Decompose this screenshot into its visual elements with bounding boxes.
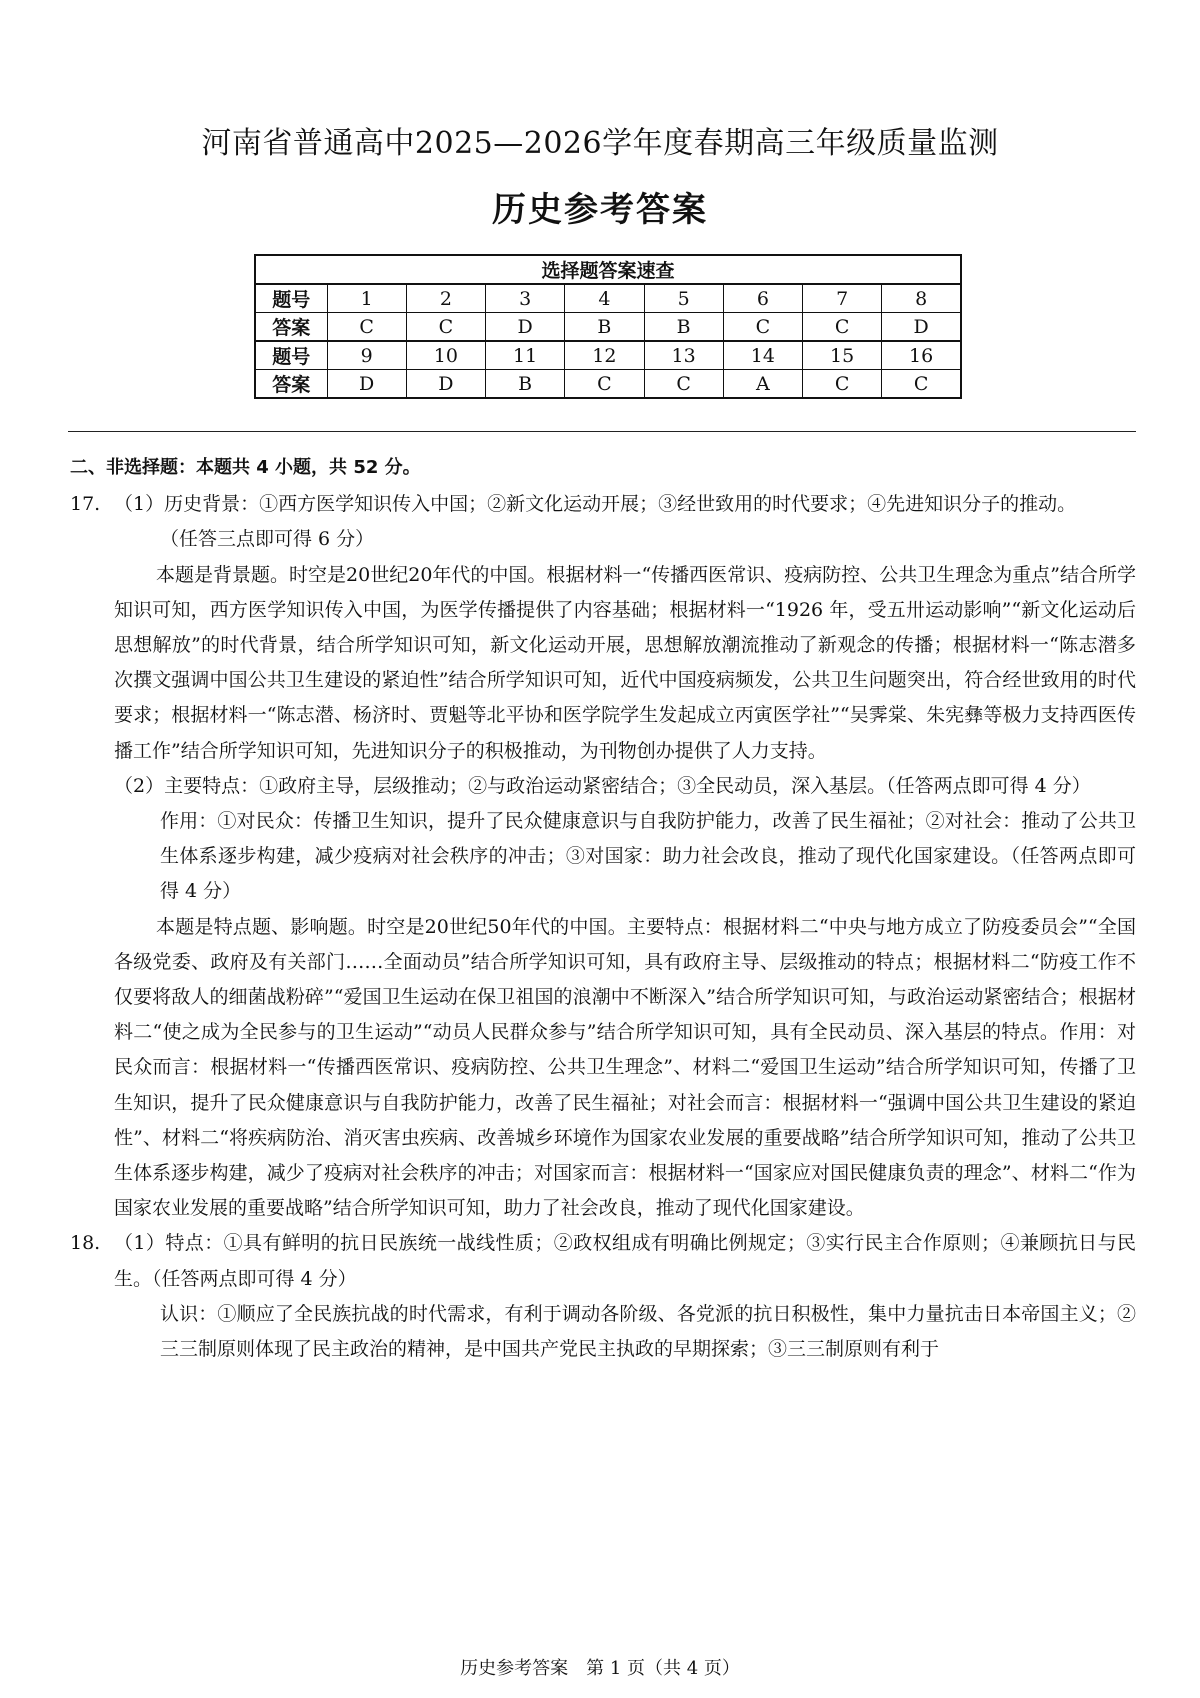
question-number: 10 (406, 341, 485, 370)
answer-cell: C (327, 313, 406, 342)
answer-cell: C (803, 370, 882, 399)
answer-cell: B (644, 313, 723, 342)
question-number-row (255, 341, 961, 370)
section-divider (68, 431, 1136, 432)
answer-cell: A (723, 370, 802, 399)
answer-cell: C (723, 313, 802, 342)
question-number: 5 (644, 284, 723, 313)
answer-cell: C (882, 370, 961, 399)
section-heading: 二、非选择题：本题共 4 小题，共 52 分。 (70, 457, 421, 478)
q17-part2-effect: 作用：①对民众：传播卫生知识，提升了民众健康意识与自我防护能力，改善了民生福祉；②对社会：推动了公共卫生体系逐步构建，减少疫病对社会秩序的冲击；③对国家：助力社会改良，推动了现代化国家建设。（任答两点即可得 4 分） (160, 810, 1136, 903)
answer-quick-table (254, 254, 962, 399)
question-number: 7 (803, 284, 882, 313)
q18-part1-view: 认识：①顺应了全民族抗战的时代需求，有利于调动各阶级、各党派的抗日积极性，集中力量抗击日本帝国主义；②三三制原则体现了民主政治的精神，是中国共产党民主执政的早期探索；③三三制原则有利于 (160, 1302, 1136, 1361)
answers-content (70, 444, 1136, 1367)
answer-cell: C (565, 370, 644, 399)
q17-part2-answer: （2）主要特点：①政府主导，层级推动；②与政治运动紧密结合；③全民动员，深入基层。（任答两点即可得 4 分） (114, 774, 1091, 797)
answer-cell: D (327, 370, 406, 399)
question-number: 8 (882, 284, 961, 313)
question-number: 14 (723, 341, 802, 370)
page-footer: 历史参考答案 第 1 页（共 4 页） (460, 1658, 740, 1679)
answer-row (255, 370, 961, 399)
answer-cell: B (486, 370, 565, 399)
answer-cell: C (803, 313, 882, 342)
question-number-17: 17. (70, 493, 101, 516)
question-number: 6 (723, 284, 802, 313)
question-number: 9 (327, 341, 406, 370)
q18-part1-answer: （1）特点：①具有鲜明的抗日民族统一战线性质；②政权组成有明确比例规定；③实行民主合作原则；④兼顾抗日与民生。（任答两点即可得 4 分） (114, 1232, 1136, 1290)
answer-cell: C (644, 370, 723, 399)
question-number: 15 (803, 341, 882, 370)
document-subtitle: 历史参考答案 (492, 190, 708, 230)
question-17 (70, 487, 1136, 1226)
question-number: 4 (565, 284, 644, 313)
question-number-row (255, 284, 961, 313)
question-number: 16 (882, 341, 961, 370)
question-number-label: 题号 (255, 284, 327, 313)
question-number: 11 (486, 341, 565, 370)
question-18 (70, 1226, 1136, 1367)
question-number: 12 (565, 341, 644, 370)
answer-cell: B (565, 313, 644, 342)
question-number: 3 (486, 284, 565, 313)
answer-cell: D (882, 313, 961, 342)
answer-row (255, 313, 961, 342)
question-number-label: 题号 (255, 341, 327, 370)
answer-table-caption: 选择题答案速查 (255, 255, 961, 284)
exam-title: 河南省普通高中2025—2026学年度春期高三年级质量监测 (201, 126, 999, 161)
answer-cell: D (406, 370, 485, 399)
q17-part1-answer: （1）历史背景：①西方医学知识传入中国；②新文化运动开展；③经世致用的时代要求；④先进知识分子的推动。 (114, 493, 1077, 516)
answer-label: 答案 (255, 370, 327, 399)
question-number: 13 (644, 341, 723, 370)
q17-part1-score: （任答三点即可得 6 分） (160, 528, 375, 551)
answer-label: 答案 (255, 313, 327, 342)
question-number: 2 (406, 284, 485, 313)
question-number: 1 (327, 284, 406, 313)
answer-cell: D (486, 313, 565, 342)
q17-part1-explanation: 本题是背景题。时空是20世纪20年代的中国。根据材料一“传播西医常识、疫病防控、公共卫生理念为重点”结合所学知识可知，西方医学知识传入中国，为医学传播提供了内容基础；根据材料一“1926 年，受五卅运动影响”“新文化运动后思想解放”的时代背景，结合所学知识可知，新文化运动开展，思想解放潮流推动了新观念的传播；根据材料一“陈志潜多次撰文强调中国公共卫生建设的紧迫性”结合所学知识可知，近代中国疫病频发，公共卫生问题突出，符合经世致用的时代要求；根据材料一“陈志潜、杨济时、贾魁等北平协和医学院学生发起成立丙寅医学社”“吴霁棠、朱宪彝等极力支持西医传播工作”结合所学知识可知，先进知识分子的积极推动，为刊物创办提供了人力支持。 (114, 563, 1136, 762)
q17-part2-explanation: 本题是特点题、影响题。时空是20世纪50年代的中国。主要特点：根据材料二“中央与地方成立了防疫委员会”“全国各级党委、政府及有关部门……全面动员”结合所学知识可知，具有政府主导、层级推动的特点；根据材料二“防疫工作不仅要将敌人的细菌战粉碎”“爱国卫生运动在保卫祖国的浪潮中不断深入”结合所学知识可知，与政治运动紧密结合；根据材料二“使之成为全民参与的卫生运动”“动员人民群众参与”结合所学知识可知，具有全民动员、深入基层的特点。作用：对民众而言：根据材料一“传播西医常识、疫病防控、公共卫生理念”、材料二“爱国卫生运动”结合所学知识可知，传播了卫生知识，提升了民众健康意识与自我防护能力，改善了民生福祉；对社会而言：根据材料一“强调中国公共卫生建设的紧迫性”、材料二“将疾病防治、消灭害虫疾病、改善城乡环境作为国家农业发展的重要战略”结合所学知识可知，推动了公共卫生体系逐步构建，减少了疫病对社会秩序的冲击；对国家而言：根据材料一“国家应对国民健康负责的理念”、材料二“作为国家农业发展的重要战略”结合所学知识可知，助力了社会改良，推动了现代化国家建设。 (114, 915, 1136, 1220)
answer-cell: C (406, 313, 485, 342)
question-number-18: 18. (70, 1232, 101, 1255)
